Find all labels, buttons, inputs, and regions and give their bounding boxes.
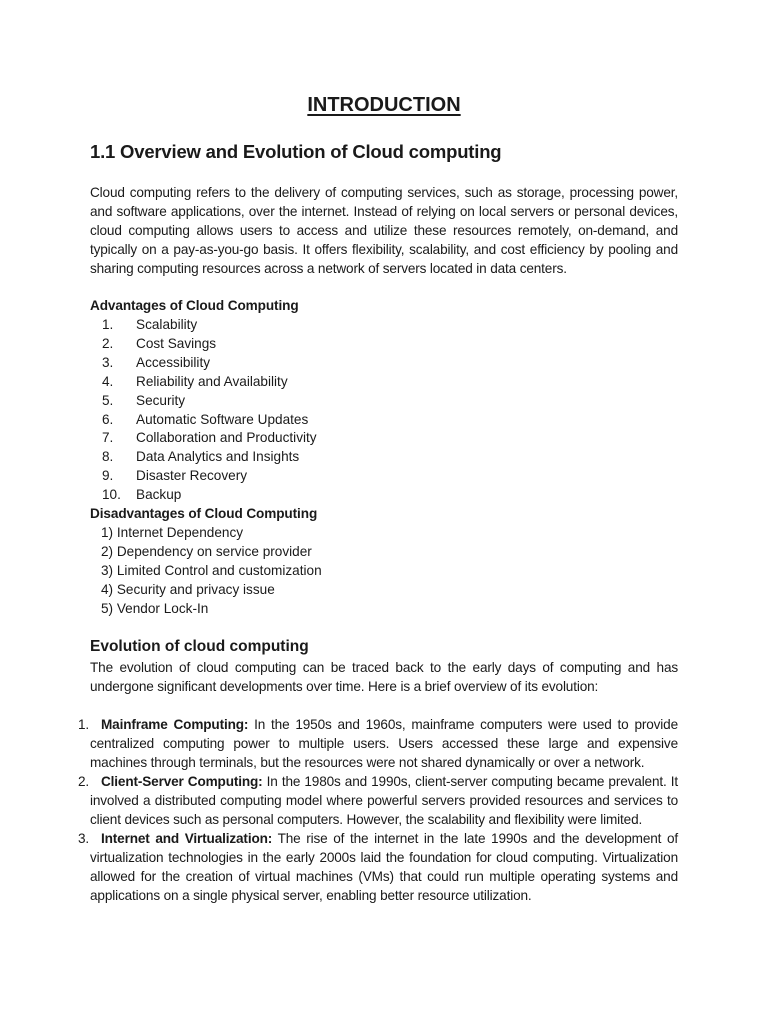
- list-item: 8. Data Analytics and Insights: [102, 449, 300, 465]
- list-item: 6. Automatic Software Updates: [102, 411, 309, 427]
- list-item: 2) Dependency on service provider: [101, 543, 312, 559]
- list-item: 9. Disaster Recovery: [102, 468, 248, 484]
- advantages-heading: Advantages of Cloud Computing: [90, 298, 299, 313]
- list-item: 3) Limited Control and customization: [101, 562, 322, 578]
- disadvantages-list: [101, 524, 322, 619]
- list-item: 5. Security: [102, 392, 186, 408]
- list-item: 4. Reliability and Availability: [102, 373, 288, 389]
- disadvantages-heading: Disadvantages of Cloud Computing: [90, 506, 318, 521]
- evolution-intro: The evolution of cloud computing can be traced back to the early days of computing and has undergone significant developments over time. Here is a brief overview of its evolution:: [90, 660, 678, 694]
- list-item: 4) Security and privacy issue: [101, 581, 275, 597]
- document-title: INTRODUCTION: [307, 94, 461, 116]
- section-heading: 1.1 Overview and Evolution of Cloud computing: [90, 141, 502, 162]
- list-item: 1. Mainframe Computing: In the 1950s and 1960s, mainframe computers were used to provide centralized computing power to multiple users. Users accessed these large and expensive machines through terminals, but the resources were not shared dynamically or over a network.: [78, 717, 678, 770]
- list-item: 7. Collaboration and Productivity: [102, 430, 317, 446]
- list-item: 1) Internet Dependency: [101, 525, 244, 540]
- list-item: 5) Vendor Lock-In: [101, 600, 209, 616]
- list-item: 3. Internet and Virtualization: The rise of the internet in the late 1990s and the development of virtualization technologies in the early 2000s laid the foundation for cloud computing. Virtualization allowed for the creation of virtual machines (VMs) that could run multiple operating systems and applications on a single physical server, enabling better resource utilization.: [78, 831, 678, 903]
- list-item: 2. Client-Server Computing: In the 1980s and 1990s, client-server computing became prevalent. It involved a distributed computing model where powerful servers provided resources and services to client devices such as personal computers. However, the scalability and flexibility were limited.: [78, 774, 679, 827]
- evolution-heading: Evolution of cloud computing: [90, 638, 309, 655]
- advantages-list: [90, 316, 317, 505]
- intro-paragraph: Cloud computing refers to the delivery of computing services, such as storage, processing power, and software applications, over the internet. Instead of relying on local servers or personal devices, cloud computing allows users to access and utilize these resources remotely, on-demand, and typically on a pay-as-you-go basis. It offers flexibility, scalability, and cost efficiency by pooling and sharing computing resources across a network of servers located in data centers.: [90, 185, 678, 276]
- list-item: 1. Scalability: [102, 317, 198, 332]
- list-item: 3. Accessibility: [102, 354, 211, 370]
- evolution-list: [78, 715, 678, 905]
- list-item: 10. Backup: [102, 487, 182, 503]
- list-item: 2. Cost Savings: [102, 335, 217, 351]
